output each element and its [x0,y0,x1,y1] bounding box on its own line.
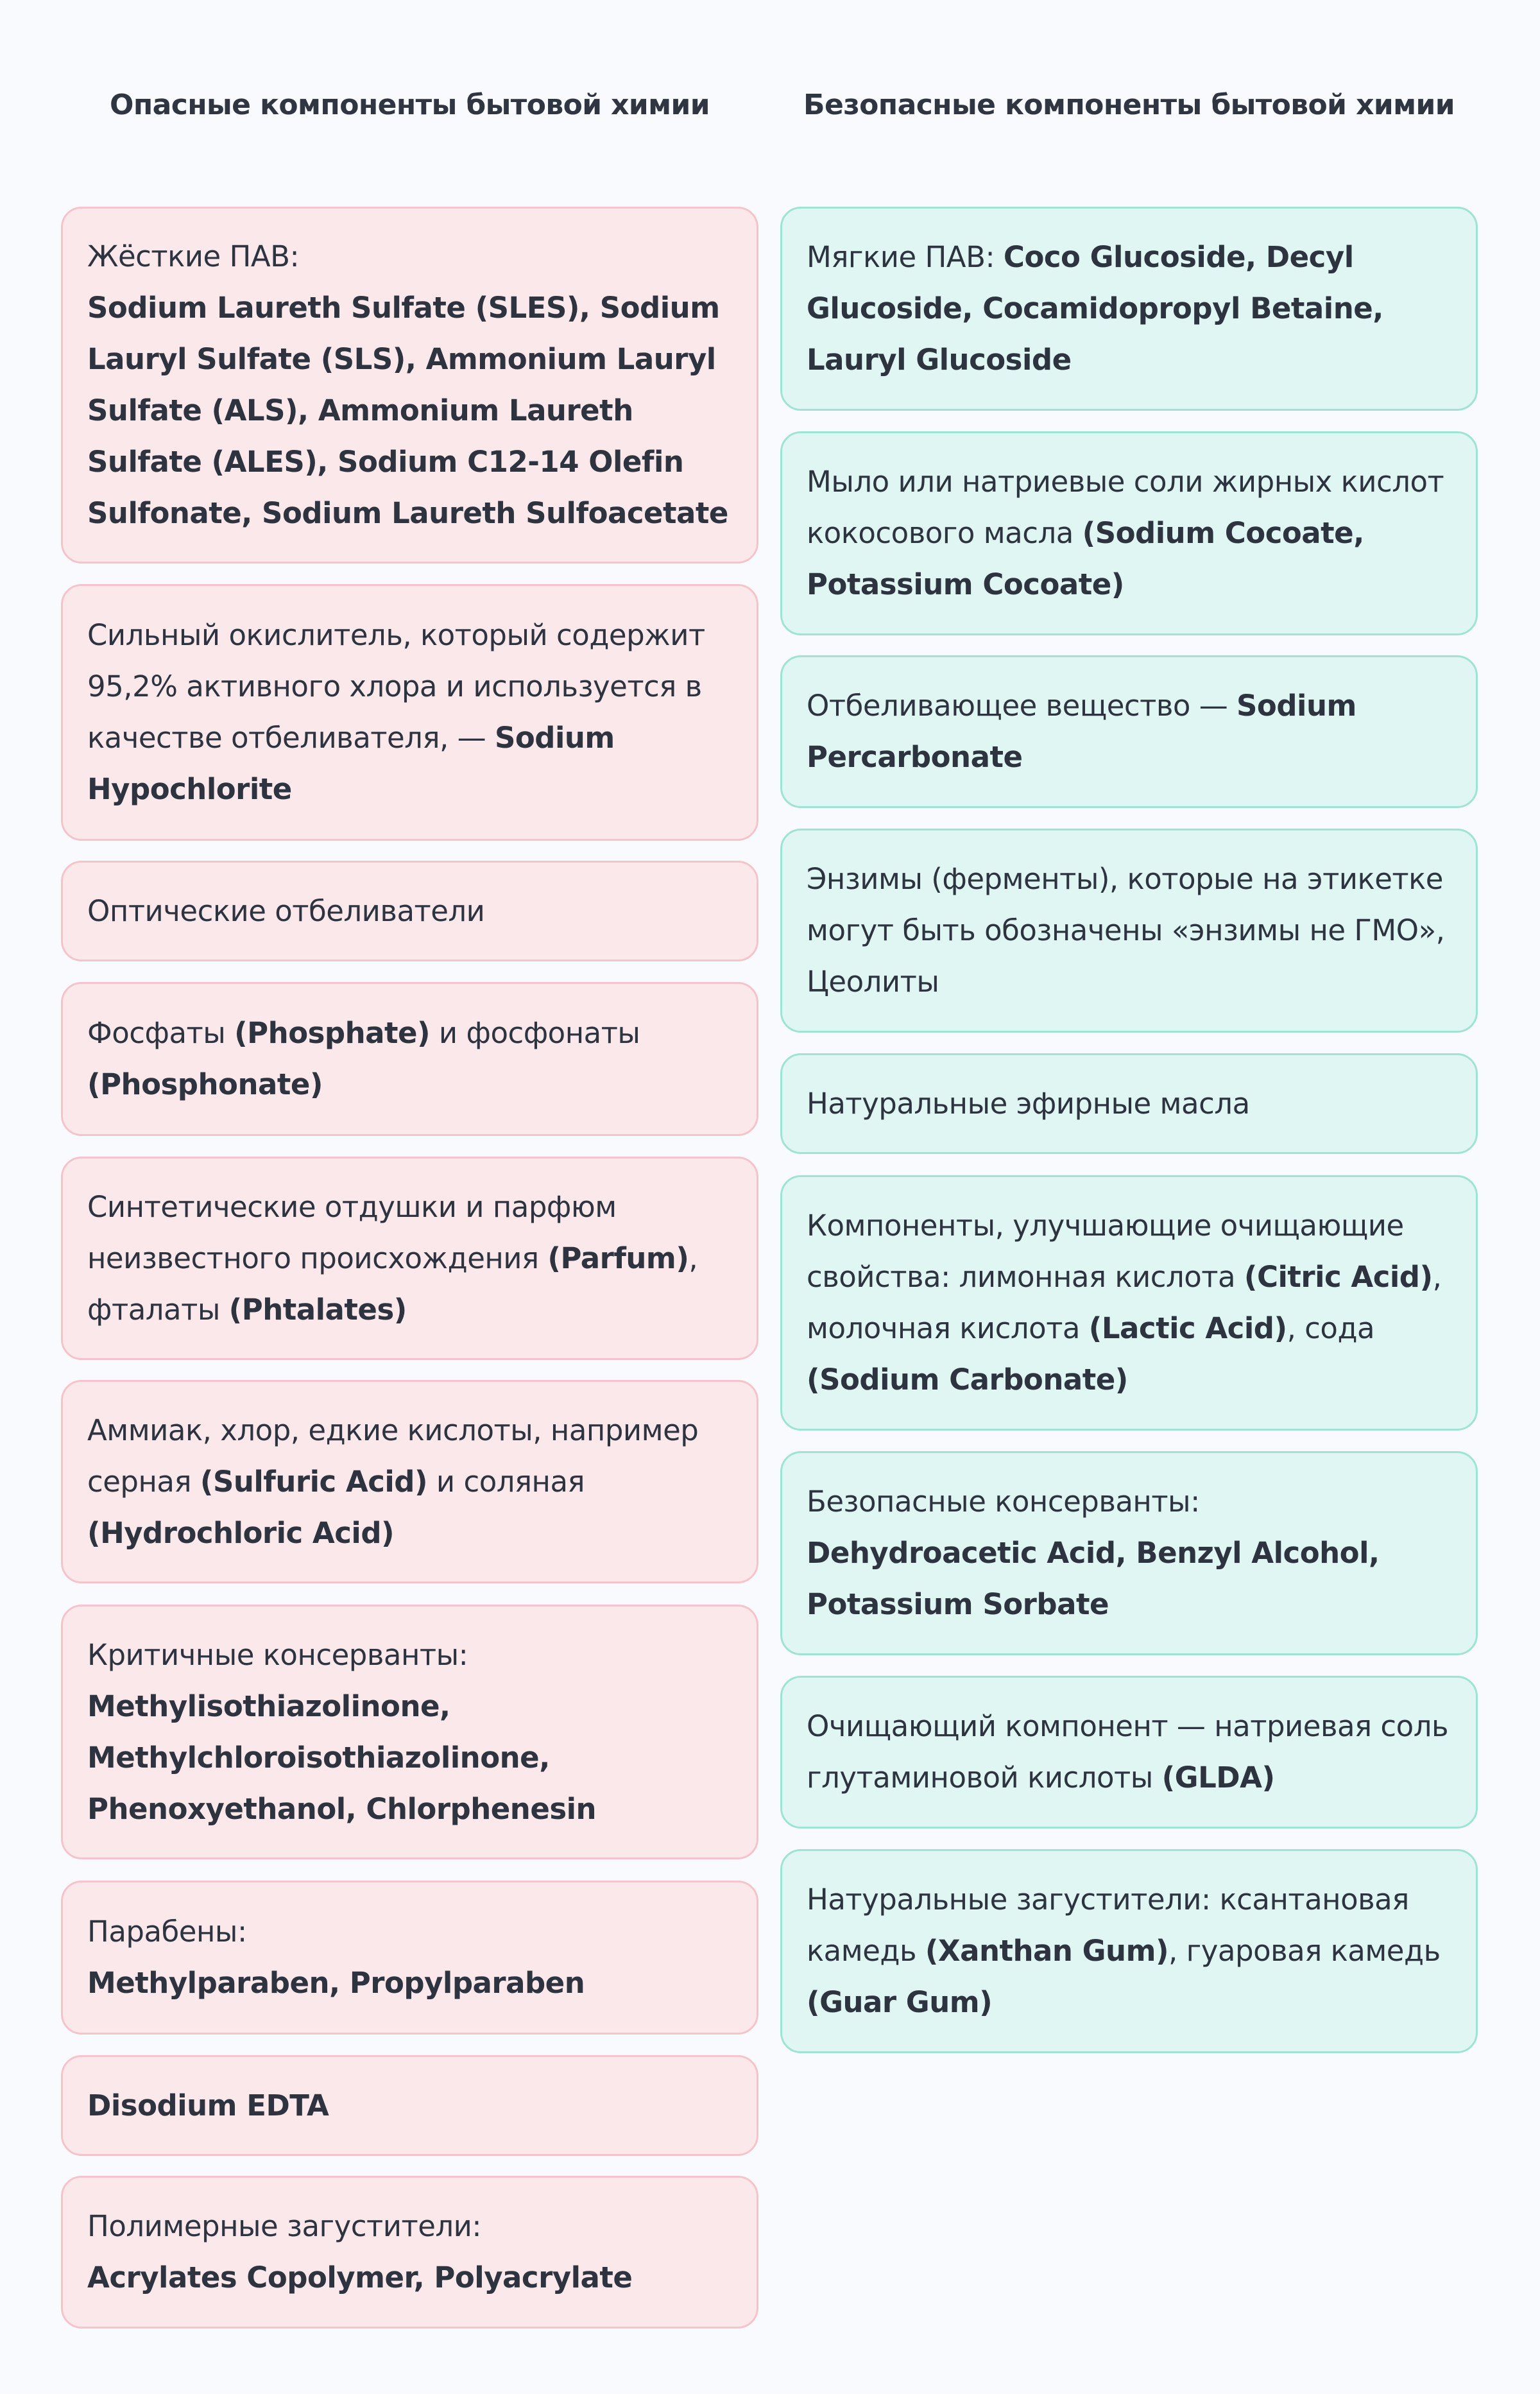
ingredient-name: (Lactic Acid) [1088,1311,1287,1345]
description-text: Натуральные эфирные масла [807,1086,1250,1121]
description-text: Очищающий компонент — натриевая соль глутаминовой кислоты [807,1709,1448,1795]
card-text [807,1874,1451,2028]
description-text: , молочная кислота [807,1260,1442,1345]
description-text: Компоненты, улучшающие очищающие свойства: лимонная кислота [807,1209,1404,1294]
dangerous-column-title: Опасные компоненты бытовой химии [110,89,710,121]
card-text [807,680,1451,783]
safe-column-title: Безопасные компоненты бытовой химии [803,89,1455,121]
ingredient-name: Sodium Laureth Sulfate (SLES), Sodium Lauryl Sulfate (SLS), Ammonium Lauryl Sulfate (ALS), Ammonium Laureth Sulfate (ALES), Sodium C12-14 Olefin Sulfonate, Sodium Laureth Sulfoacetate [87,291,728,530]
ingredient-name: (Sulfuric Acid) [200,1464,428,1499]
danger-component-card [61,2055,758,2156]
ingredient-name: (Phosphonate) [87,1067,323,1101]
ingredient-name: (Phtalates) [228,1292,407,1327]
description-text: Натуральные загустители: ксантановая камедь [807,1882,1409,1968]
danger-component-card [61,207,758,564]
ingredient-name: Acrylates Copolymer, Polyacrylate [87,2261,633,2295]
card-text [807,854,1451,1008]
description-text: Безопасные консерванты: [807,1485,1200,1519]
safe-component-card [780,1676,1478,1829]
ingredient-name: (GLDA) [1161,1761,1275,1795]
ingredient-name: Methylparaben, Propylparaben [87,1966,585,2000]
description-text: Отбеливающее вещество — [807,689,1237,723]
ingredient-name: (Sodium Carbonate) [807,1363,1128,1397]
description-text: Парабены: [87,1915,247,1949]
card-text [87,610,732,815]
description-text: Мягкие ПАВ: [807,240,1004,274]
card-text [807,456,1451,610]
card-text [87,2201,732,2304]
safe-component-card [780,1175,1478,1431]
description-text: Полимерные загустители: [87,2209,482,2243]
description-text: Мыло или натриевые соли жирных кислот кокосового масла [807,465,1444,550]
card-text [87,1630,732,1835]
card-text [807,1078,1451,1130]
card-text [87,1906,732,2009]
ingredient-name: (Phosphate) [234,1016,431,1050]
ingredient-name: (Guar Gum) [807,1985,993,2019]
safe-component-card [780,431,1478,635]
description-text: , гуаровая камедь [1168,1934,1441,1968]
ingredient-name: Sodium Hypochlorite [87,721,615,806]
ingredient-name: (Citric Acid) [1244,1260,1433,1294]
description-text: Жёсткие ПАВ: [87,239,300,273]
danger-component-card [61,982,758,1136]
ingredient-name: Sodium Percarbonate [807,689,1356,774]
description-text: Энзимы (ферменты), которые на этикетке могут быть обозначены «энзимы не ГМО», Цеолиты [807,862,1445,999]
safe-component-card [780,655,1478,808]
card-text [87,1008,732,1110]
danger-component-card [61,584,758,841]
card-text [87,886,732,937]
ingredient-name: Coco Glucoside, Decyl Glucoside, Cocamidopropyl Betaine, Lauryl Glucoside [807,240,1383,377]
ingredient-name: (Sodium Cocoate, Potassium Cocoate) [807,516,1364,601]
card-text [807,1476,1451,1630]
ingredient-name: (Hydrochloric Acid) [87,1515,395,1550]
danger-component-card [61,1605,758,1859]
ingredient-name: Dehydroacetic Acid, Benzyl Alcohol, Potassium Sorbate [807,1536,1380,1621]
card-text [807,232,1451,386]
card-text [807,1701,1451,1804]
danger-component-card [61,1380,758,1583]
description-text: Критичные консерванты: [87,1637,468,1672]
safe-component-card [780,1849,1478,2053]
safe-component-card [780,207,1478,411]
ingredient-name: (Parfum) [547,1241,689,1275]
ingredient-name: Methylisothiazolinone, Methylchloroisothiazolinone, Phenoxyethanol, Chlorphenesin [87,1689,597,1826]
description-text: Синтетические отдушки и парфюм неизвестного происхождения [87,1189,617,1275]
danger-component-card [61,2176,758,2329]
description-text: Оптические отбеливатели [87,893,485,928]
ingredient-name: (Xanthan Gum) [925,1934,1169,1968]
description-text: Аммиак, хлор, едкие кислоты, например серная [87,1413,699,1499]
ingredient-name: Disodium EDTA [87,2088,329,2123]
description-text: и фосфонаты [430,1016,640,1050]
safe-component-card [780,829,1478,1033]
danger-component-card [61,1881,758,2035]
description-text: , сода [1287,1311,1375,1345]
safe-component-card [780,1451,1478,1655]
card-text [807,1200,1451,1406]
card-text [87,1182,732,1336]
card-text [87,2080,732,2131]
danger-component-card [61,1157,758,1360]
description-text: Сильный окислитель, который содержит 95,2% активного хлора и используется в качестве отбеливателя, — [87,618,705,755]
safe-component-card [780,1053,1478,1154]
description-text: Фосфаты [87,1016,235,1050]
description-text: и соляная [427,1464,585,1499]
danger-component-card [61,861,758,961]
description-text: , фталаты [87,1241,698,1327]
card-text [87,231,732,539]
card-text [87,1405,732,1559]
